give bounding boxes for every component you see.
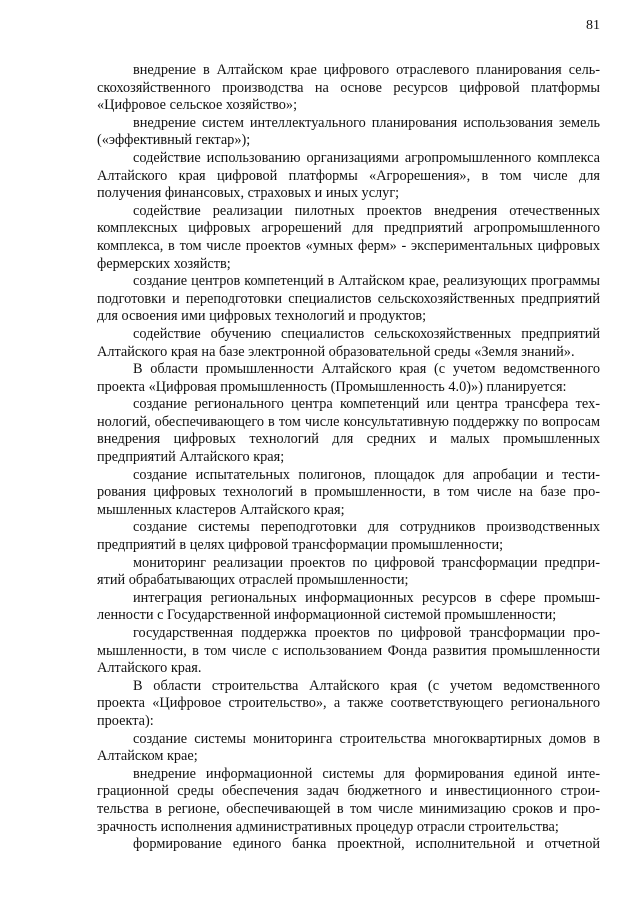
- page-number: 81: [586, 18, 600, 33]
- paragraph: государственная поддержка проектов по цифровой трансформации промышленности, в том числе с использованием Фонда развития промышленности Алтайского края.: [97, 625, 600, 677]
- paragraph: содействие обучению специалистов сельскохозяйственных предприятий Алтайского края на базе электронной образовательной среды «Земля знаний».: [97, 325, 600, 360]
- paragraph: внедрение систем интеллектуального планирования использования земель («эффективный гектар»);: [97, 114, 600, 149]
- paragraph: интеграция региональных информационных ресурсов в сфере промышленности с Государственной информационной системой промышленности;: [97, 589, 600, 624]
- paragraph: внедрение в Алтайском крае цифрового отраслевого планирования сельскохозяйственного производства на основе ресурсов цифровой платформы «Цифровое сельское хозяйство»;: [97, 62, 600, 114]
- paragraph: формирование единого банка проектной, исполнительной и отчетной: [133, 836, 600, 853]
- paragraph: создание центров компетенций в Алтайском крае, реализующих программы подготовки и переподготовки специалистов сельскохозяйственных предприятий для освоения ими цифровых технологий и продуктов;: [97, 273, 600, 325]
- paragraph: создание регионального центра компетенций или центра трансфера технологий, обеспечивающего в том числе консультативную поддержку по вопросам внедрения цифровых технологий для средних и малых промышленных предприятий Алтайского края;: [97, 396, 600, 466]
- paragraph: В области строительства Алтайского края (с учетом ведомственного проекта «Цифровое строительство», а также соответствующего регионального проекта):: [97, 677, 600, 729]
- paragraph: создание испытательных полигонов, площадок для апробации и тестирования цифровых технологий в промышленности, в том числе на базе промышленных кластеров Алтайского края;: [97, 466, 600, 518]
- paragraph: содействие использованию организациями агропромышленного комплекса Алтайского края цифровой платформы «Агрорешения», в том числе для получения финансовых, страховых и иных услуг;: [97, 149, 600, 202]
- paragraph: мониторинг реализации проектов по цифровой трансформации предприятий обрабатывающих отраслей промышленности;: [97, 554, 600, 589]
- paragraph: создание системы переподготовки для сотрудников производственных предприятий в целях цифровой трансформации промышленности;: [97, 519, 600, 554]
- paragraph: создание системы мониторинга строительства многоквартирных домов в Алтайском крае;: [97, 730, 600, 765]
- document-body: [97, 62, 600, 854]
- paragraph: В области промышленности Алтайского края (с учетом ведомственного проекта «Цифровая промышленность (Промышленность 4.0)») планируется:: [97, 361, 600, 395]
- paragraph: содействие реализации пилотных проектов внедрения отечественных комплексных цифровых агрорешений для предприятий агропромышленного комплекса, в том числе проектов «умных ферм» - экспериментальных цифровых фермерских хозяйств;: [97, 202, 600, 272]
- paragraph: внедрение информационной системы для формирования единой интеграционной среды обеспечения задач бюджетного и инвестиционного строительства в регионе, обеспечивающей в том числе минимизацию сроков и прозрачность исполнения административных процедур отрасли строительства;: [97, 765, 600, 835]
